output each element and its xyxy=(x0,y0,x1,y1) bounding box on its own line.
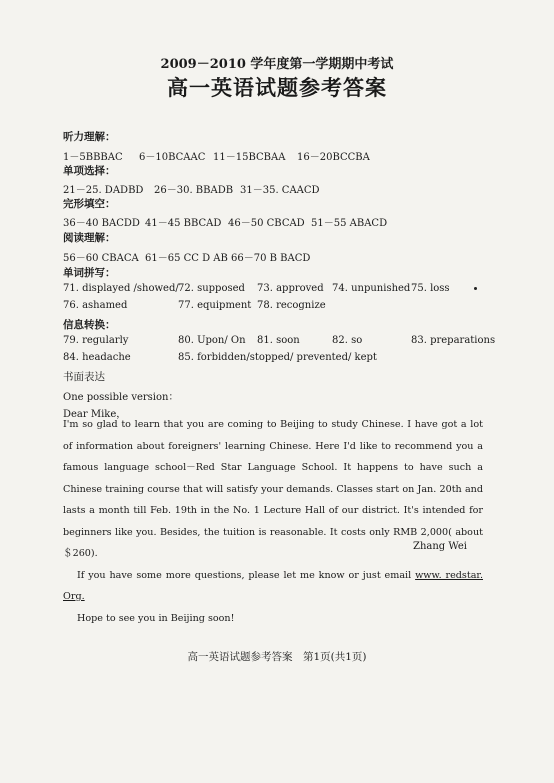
letter-paragraph-2 xyxy=(63,565,483,608)
answer-item: 80. Upon/ On xyxy=(178,335,246,346)
answer-item: 78. recognize xyxy=(257,300,326,311)
answer-item: 16－20BCCBA xyxy=(297,152,370,163)
answer-item: 6－10BCAAC xyxy=(139,152,206,163)
answer-item: 74. unpunished xyxy=(332,283,411,294)
answer-item: 11－15BCBAA xyxy=(213,152,286,163)
answer-item: 72. supposed xyxy=(178,283,245,294)
letter-paragraph-3: Hope to see you in Beijing soon! xyxy=(77,612,235,624)
answer-item: 81. soon xyxy=(257,335,300,346)
stray-dot xyxy=(474,287,477,290)
answer-item: 66－70 B BACD xyxy=(231,253,311,264)
answer-item: 51－55 ABACD xyxy=(311,218,388,229)
answer-item: 41－45 BBCAD xyxy=(145,218,222,229)
answer-item: 71. displayed /showed/ xyxy=(63,283,179,294)
answer-item: 79. regularly xyxy=(63,335,129,346)
section-heading-transform: 信息转换： xyxy=(63,319,116,331)
page-footer: 高一英语试题参考答案 第1页(共1页) xyxy=(187,651,367,663)
answer-item: 21－25. DADBD xyxy=(63,185,144,196)
answer-item: 82. so xyxy=(332,335,363,346)
page-title: 高一英语试题参考答案 xyxy=(167,75,387,100)
section-heading-writing: 书面表达 xyxy=(63,371,105,383)
email-link: www. redstar. Org. xyxy=(63,569,483,602)
answer-item: 77. equipment xyxy=(178,300,252,311)
letter-paragraph-1: I'm so glad to learn that you are coming to Beijing to study Chinese. I have got a lot of information about foreigners' learning Chinese. Here I'd like to recommend you a famous language school－Red Star Language School. It happens to have such a Chinese training course that will satisfy your demands. Classes start on Jan. 20th and lasts a month till Feb. 19th in the No. 1 Lecture Hall of our district. It's intended for beginners like you. Besides, the tuition is reasonable. It costs only RMB 2,000( about ＄260). xyxy=(63,419,483,559)
section-heading-listening: 听力理解： xyxy=(63,131,116,143)
answer-item: 46－50 CBCAD xyxy=(228,218,305,229)
answer-item: 84. headache xyxy=(63,352,131,363)
writing-intro: One possible version： xyxy=(63,392,179,403)
letter-body xyxy=(63,414,483,629)
answer-item: 31－35. CAACD xyxy=(240,185,320,196)
answer-item: 61－65 CC D AB xyxy=(145,253,228,264)
answer-item: 1－5BBBAC xyxy=(63,152,123,163)
letter-signature: Zhang Wei xyxy=(413,541,467,552)
answer-item: 36－40 BACDD xyxy=(63,218,140,229)
letter-paragraph-2-text: If you have some more questions, please let me know or just email xyxy=(77,569,416,581)
section-heading-spelling: 单词拼写： xyxy=(63,267,116,279)
letter-greeting: Dear Mike， xyxy=(63,409,127,420)
exam-subtitle: 2009－2010 学年度第一学期期中考试 xyxy=(160,57,394,72)
answer-item: 85. forbidden/stopped/ prevented/ kept xyxy=(178,352,377,363)
answer-item: 73. approved xyxy=(257,283,324,294)
answer-item: 76. ashamed xyxy=(63,300,128,311)
answer-item: 26－30. BBADB xyxy=(154,185,234,196)
answer-item: 56－60 CBACA xyxy=(63,253,139,264)
answer-item: 83. preparations xyxy=(411,335,496,346)
section-heading-reading: 阅读理解： xyxy=(63,232,116,244)
section-heading-cloze: 完形填空： xyxy=(63,198,116,210)
answer-item: 75. loss xyxy=(411,283,450,294)
section-heading-single-choice: 单项选择： xyxy=(63,165,116,177)
